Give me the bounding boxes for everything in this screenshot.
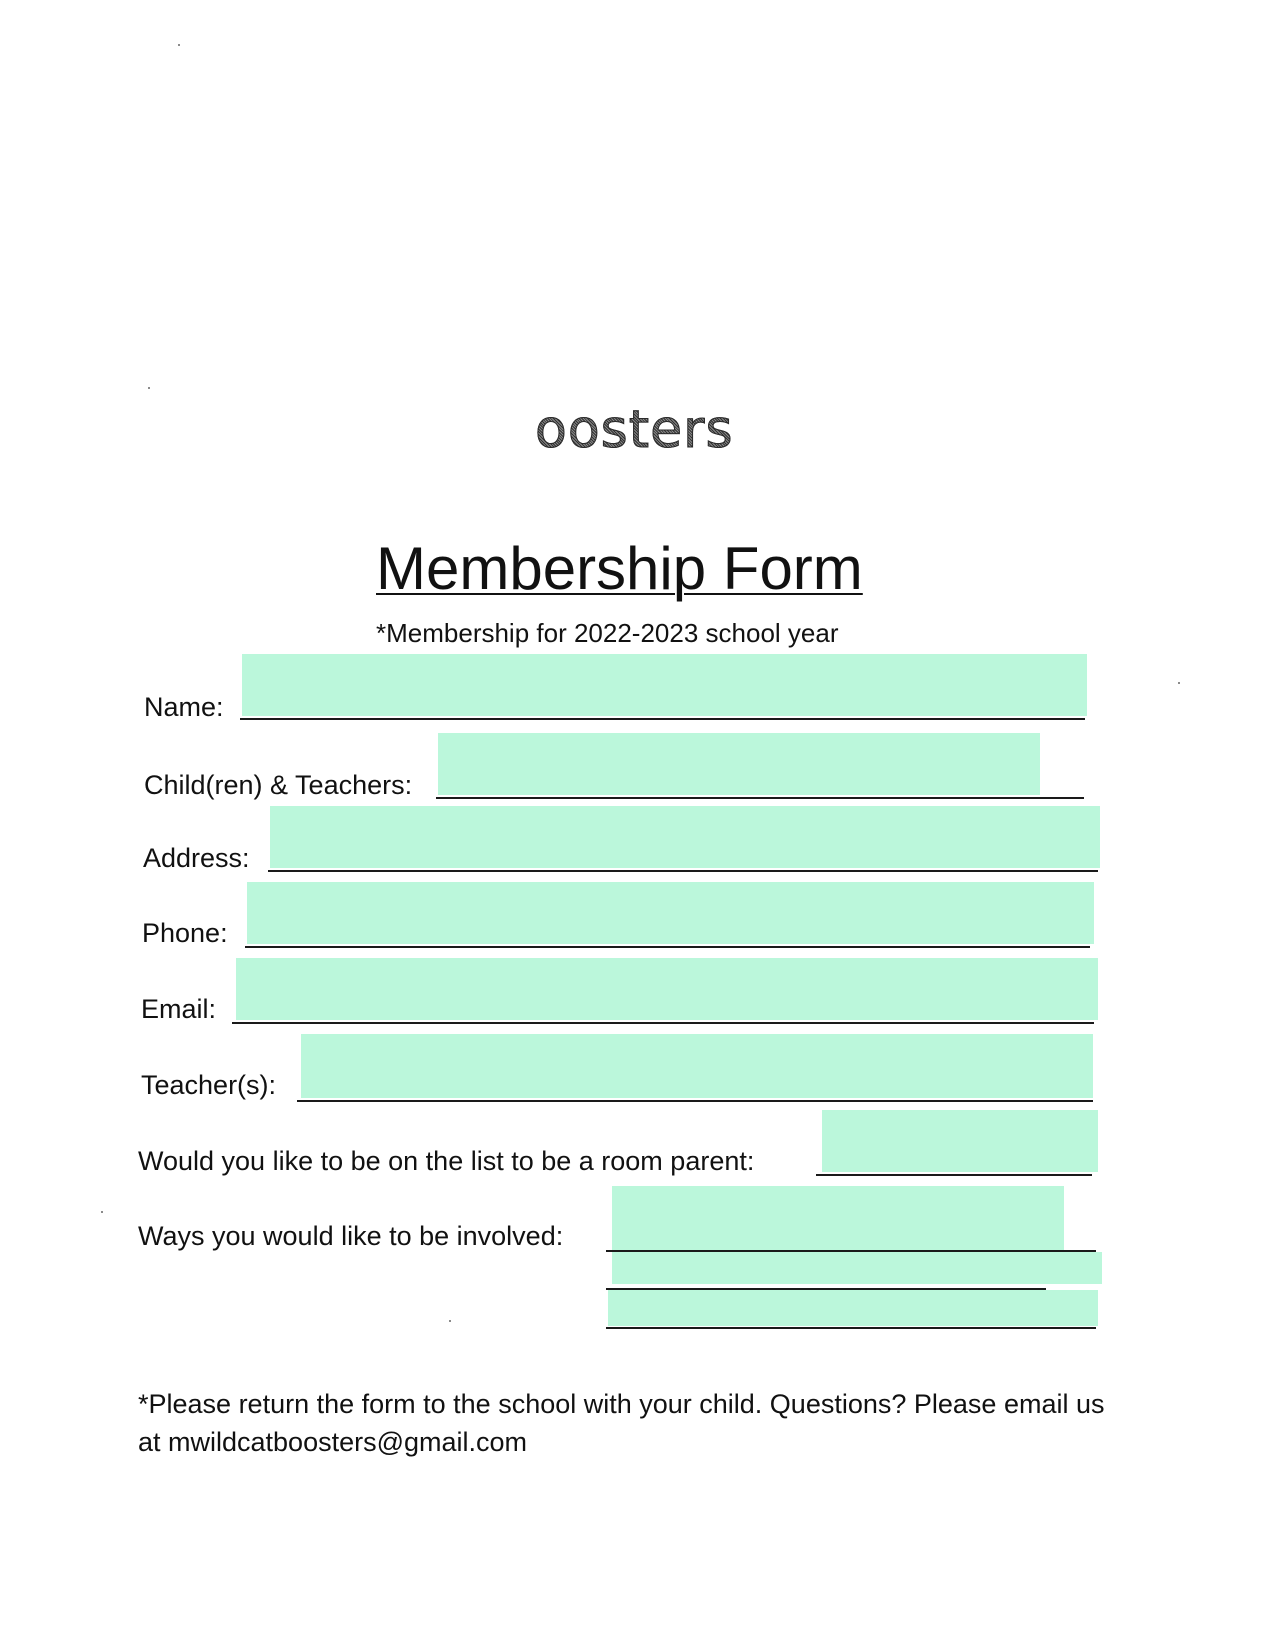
room-parent-underline (816, 1174, 1092, 1176)
email-input[interactable] (236, 958, 1098, 1020)
children-teachers-label: Child(ren) & Teachers: (144, 770, 413, 800)
children-teachers-underline (436, 797, 1084, 799)
name-underline (240, 718, 1085, 720)
email-label: Email: (141, 994, 217, 1024)
phone-underline (245, 946, 1090, 948)
involved-underline-3 (606, 1327, 1096, 1329)
email-underline (232, 1022, 1094, 1024)
address-label: Address: (143, 843, 250, 873)
teachers-underline (297, 1100, 1093, 1102)
name-label: Name: (144, 692, 224, 722)
teachers-input[interactable] (301, 1034, 1093, 1098)
address-input[interactable] (270, 806, 1100, 868)
phone-input[interactable] (247, 882, 1094, 944)
scan-speck (449, 1320, 451, 1322)
phone-label: Phone: (142, 918, 228, 948)
involved-input-line-1[interactable] (612, 1186, 1064, 1252)
room-parent-input[interactable] (822, 1110, 1098, 1172)
scan-speck (101, 1211, 103, 1213)
logo-text: oosters (535, 400, 734, 460)
involved-input-line-3[interactable] (608, 1290, 1098, 1326)
footer-note: *Please return the form to the school with your child. Questions? Please email us at mwildcatboosters@gmail.com (138, 1389, 1105, 1457)
name-input[interactable] (242, 654, 1087, 716)
involved-label: Ways you would like to be involved: (138, 1221, 564, 1251)
scan-speck (148, 387, 150, 389)
scan-speck (1178, 682, 1180, 684)
children-teachers-input[interactable] (438, 733, 1040, 795)
teachers-label: Teacher(s): (141, 1070, 277, 1100)
page-subtitle: *Membership for 2022-2023 school year (376, 618, 839, 648)
room-parent-label: Would you like to be on the list to be a room parent: (138, 1146, 755, 1176)
involved-input-line-2[interactable] (612, 1252, 1102, 1284)
scan-speck (178, 44, 180, 46)
address-underline (268, 870, 1098, 872)
page-title: Membership Form (376, 535, 863, 602)
